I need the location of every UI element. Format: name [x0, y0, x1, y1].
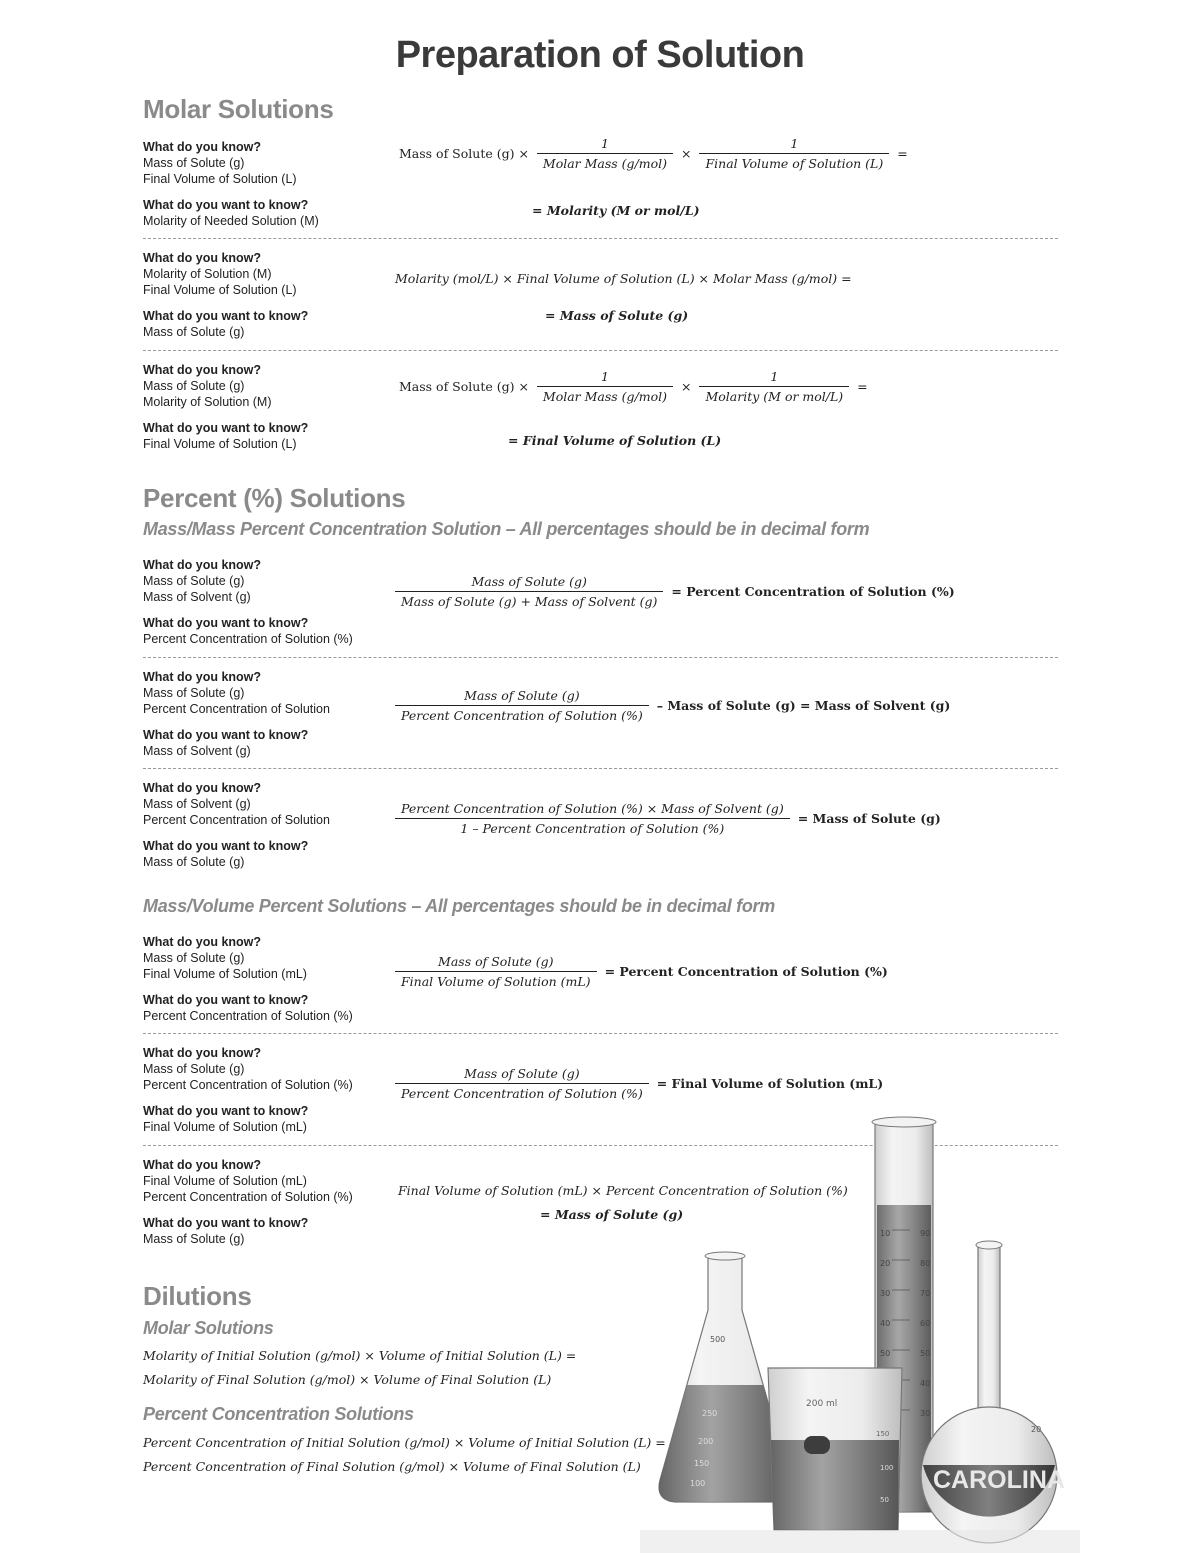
cyl-mark: 40 [880, 1319, 891, 1328]
known-item: Percent Concentration of Solution (%) [143, 1190, 353, 1204]
want-label: What do you want to know? [143, 839, 309, 853]
flask-mark: 150 [694, 1459, 710, 1468]
want-label: What do you want to know? [143, 616, 309, 630]
know-label: What do you know? [143, 1158, 262, 1172]
operator: × [681, 379, 692, 394]
equation-mass-of-solvent [395, 688, 954, 723]
section-dilutions: Dilutions [143, 1281, 252, 1311]
denominator: Final Volume of Solution (mL) [401, 974, 591, 989]
eq-result: = Final Volume of Solution (mL) [656, 1076, 884, 1091]
equation-final-volume-ml [395, 1066, 887, 1101]
denominator: Molar Mass (g/mol) [542, 389, 668, 404]
want-label: What do you want to know? [143, 421, 309, 435]
flask-mark: 200 [698, 1437, 714, 1446]
fraction [537, 369, 673, 404]
numerator: Percent Concentration of Solution (%) × Mass of Solvent (g) [395, 801, 790, 819]
equation-mass-of-solute-2 [395, 801, 945, 836]
denominator: Mass of Solute (g) + Mass of Solvent (g) [401, 594, 658, 609]
beaker-mark: 150 [876, 1430, 890, 1438]
denominator: Percent Concentration of Solution (%) [401, 1086, 643, 1101]
want-label: What do you want to know? [143, 728, 309, 742]
beaker-label: 200 ml [806, 1399, 838, 1409]
know-label: What do you know? [143, 781, 262, 795]
beaker [768, 1368, 902, 1530]
known-item: Mass of Solvent (g) [143, 590, 251, 604]
fraction [699, 136, 889, 171]
known-item: Mass of Solute (g) [143, 156, 245, 170]
want-label: What do you want to know? [143, 1216, 309, 1230]
cyl-mark: 50 [920, 1349, 931, 1358]
divider [143, 768, 1058, 769]
dilution-molar-line1: Molarity of Initial Solution (g/mol) × Volume of Initial Solution (L) = [143, 1348, 577, 1363]
equation-result: = Mass of Solute (g) [545, 308, 689, 323]
know-label: What do you know? [143, 363, 262, 377]
fraction [395, 801, 790, 836]
glassware-photo [640, 1110, 1080, 1553]
wanted-item: Mass of Solute (g) [143, 855, 245, 869]
known-item: Percent Concentration of Solution [143, 813, 330, 827]
operator: = [897, 146, 908, 161]
cyl-mark: 10 [880, 1229, 891, 1238]
numerator: Mass of Solute (g) [395, 954, 597, 972]
denominator: Molarity (M or mol/L) [705, 389, 844, 404]
numerator: 1 [699, 136, 889, 154]
know-label: What do you know? [143, 1046, 262, 1060]
flask-label: 500 [710, 1335, 726, 1344]
section-percent-solutions: Percent (%) Solutions [143, 483, 406, 513]
wanted-item: Percent Concentration of Solution (%) [143, 1009, 353, 1023]
fraction [537, 136, 673, 171]
wanted-item: Molarity of Needed Solution (M) [143, 214, 319, 228]
eq-result: = Percent Concentration of Solution (%) [671, 584, 955, 599]
cyl-mark: 80 [920, 1259, 931, 1268]
known-item: Mass of Solute (g) [143, 686, 245, 700]
divider [143, 657, 1058, 658]
dilution-percent-line1: Percent Concentration of Initial Solution (g/mol) × Volume of Initial Solution (L) = [143, 1435, 666, 1450]
known-item: Molarity of Solution (M) [143, 395, 272, 409]
wanted-item: Mass of Solute (g) [143, 325, 245, 339]
divider [143, 350, 1058, 351]
known-item: Final Volume of Solution (L) [143, 172, 297, 186]
fraction [395, 574, 663, 609]
flask-mark: 100 [690, 1479, 706, 1488]
known-item: Mass of Solute (g) [143, 379, 245, 393]
info-block-1 [143, 139, 383, 229]
info-block-5 [143, 669, 383, 759]
wanted-item: Mass of Solvent (g) [143, 744, 251, 758]
denominator: Final Volume of Solution (L) [705, 156, 884, 171]
wanted-item: Final Volume of Solution (mL) [143, 1120, 307, 1134]
volumetric-mark: 20 [1031, 1425, 1042, 1434]
numerator: 1 [699, 369, 849, 387]
equation-mass-of-solute-3: Final Volume of Solution (mL) × Percent Concentration of Solution (%) [398, 1183, 848, 1198]
operator: = [857, 379, 868, 394]
want-label: What do you want to know? [143, 1104, 309, 1118]
eq-result: = Percent Concentration of Solution (%) [604, 964, 888, 979]
operator: × [681, 146, 692, 161]
equation-final-volume [395, 369, 872, 404]
denominator: Percent Concentration of Solution (%) [401, 708, 643, 723]
fraction [395, 1066, 649, 1101]
eq-result: = Mass of Solute (g) [797, 811, 941, 826]
fraction [699, 369, 849, 404]
cyl-mark: 20 [880, 1259, 891, 1268]
numerator: 1 [537, 369, 673, 387]
know-label: What do you know? [143, 140, 262, 154]
wanted-item: Final Volume of Solution (L) [143, 437, 297, 451]
cyl-mark: 60 [920, 1319, 931, 1328]
equation-result: = Mass of Solute (g) [540, 1207, 684, 1222]
eq-term: Mass of Solute (g) × [399, 146, 529, 161]
page-title: Preparation of Solution [395, 34, 805, 76]
info-block-4 [143, 557, 383, 647]
info-block-6 [143, 780, 383, 870]
cyl-mark: 30 [880, 1289, 891, 1298]
want-label: What do you want to know? [143, 309, 309, 323]
known-item: Mass of Solvent (g) [143, 797, 251, 811]
numerator: 1 [537, 136, 673, 154]
fraction [395, 688, 649, 723]
info-block-8 [143, 1045, 383, 1135]
known-item: Final Volume of Solution (mL) [143, 1174, 307, 1188]
eq-result: – Mass of Solute (g) = Mass of Solvent (g) [656, 698, 951, 713]
eq-term: Mass of Solute (g) × [399, 379, 529, 394]
dilution-percent-line2: Percent Concentration of Final Solution (g/mol) × Volume of Final Solution (L) [143, 1459, 641, 1474]
divider [143, 1033, 1058, 1034]
know-label: What do you know? [143, 558, 262, 572]
know-label: What do you know? [143, 251, 262, 265]
section-molar-solutions: Molar Solutions [143, 94, 334, 124]
known-item: Mass of Solute (g) [143, 1062, 245, 1076]
fraction [395, 954, 597, 989]
equation-molarity [395, 136, 912, 171]
equation-result: = Final Volume of Solution (L) [508, 433, 722, 448]
equation-result: = Molarity (M or mol/L) [532, 203, 700, 218]
info-block-3 [143, 362, 383, 452]
denominator: 1 – Percent Concentration of Solution (%) [460, 821, 725, 836]
known-item: Percent Concentration of Solution [143, 702, 330, 716]
known-item: Percent Concentration of Solution (%) [143, 1078, 353, 1092]
cyl-mark: 30 [920, 1409, 931, 1418]
wanted-item: Percent Concentration of Solution (%) [143, 632, 353, 646]
numerator: Mass of Solute (g) [395, 1066, 649, 1084]
beaker-mark: 100 [880, 1464, 894, 1472]
equation-percent-mass-volume [395, 954, 892, 989]
numerator: Mass of Solute (g) [395, 688, 649, 706]
volumetric-flask [921, 1241, 1065, 1543]
equation-mass-of-solute: Molarity (mol/L) × Final Volume of Solution (L) × Molar Mass (g/mol) = [395, 271, 852, 286]
known-item: Mass of Solute (g) [143, 574, 245, 588]
want-label: What do you want to know? [143, 198, 309, 212]
divider [143, 238, 1058, 239]
cyl-mark: 40 [920, 1379, 931, 1388]
cyl-mark: 50 [880, 1349, 891, 1358]
dilution-molar-line2: Molarity of Final Solution (g/mol) × Volume of Final Solution (L) [143, 1372, 552, 1387]
subsection-dilution-percent: Percent Concentration Solutions [143, 1404, 414, 1424]
known-item: Final Volume of Solution (L) [143, 283, 297, 297]
subsection-dilution-molar: Molar Solutions [143, 1318, 274, 1338]
info-block-2 [143, 250, 383, 340]
denominator: Molar Mass (g/mol) [542, 156, 668, 171]
info-block-9 [143, 1157, 383, 1247]
know-label: What do you know? [143, 935, 262, 949]
know-label: What do you know? [143, 670, 262, 684]
beaker-mark: 50 [880, 1496, 889, 1504]
cyl-mark: 90 [920, 1229, 931, 1238]
known-item: Molarity of Solution (M) [143, 267, 272, 281]
cyl-mark: 70 [920, 1289, 931, 1298]
known-item: Mass of Solute (g) [143, 951, 245, 965]
want-label: What do you want to know? [143, 993, 309, 1007]
subsection-mass-volume: Mass/Volume Percent Solutions – All percentages should be in decimal form [143, 896, 775, 916]
equation-percent-mass-mass [395, 574, 959, 609]
numerator: Mass of Solute (g) [395, 574, 663, 592]
subsection-mass-mass: Mass/Mass Percent Concentration Solution – All percentages should be in decimal form [143, 519, 870, 539]
wanted-item: Mass of Solute (g) [143, 1232, 245, 1246]
carolina-logo: CAROLINA [933, 1466, 1065, 1494]
known-item: Final Volume of Solution (mL) [143, 967, 307, 981]
flask-mark: 250 [702, 1409, 718, 1418]
info-block-7 [143, 934, 383, 1024]
